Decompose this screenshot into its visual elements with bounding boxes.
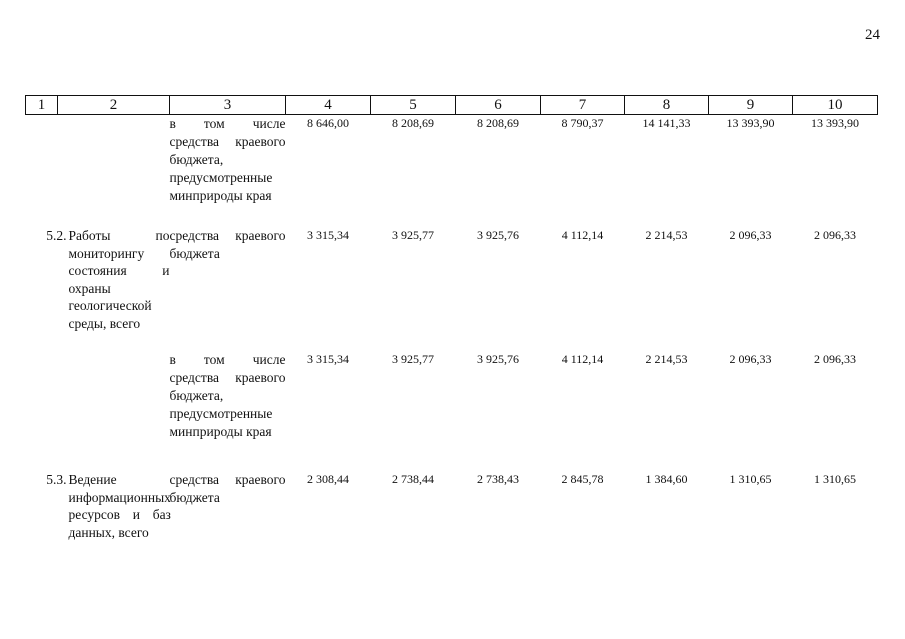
column-header: 10 <box>793 96 878 115</box>
value-cell: 14 141,33 <box>642 116 691 130</box>
value-cell: 3 925,77 <box>392 352 434 366</box>
value-cell: 3 925,76 <box>477 228 519 242</box>
value-cell: 3 925,76 <box>477 352 519 366</box>
item-cell <box>26 471 170 566</box>
value-cell: 1 310,65 <box>814 472 856 486</box>
value-cell: 3 315,34 <box>307 228 349 242</box>
value-cell: 4 112,14 <box>561 352 604 366</box>
value-cell: 2 096,33 <box>729 352 772 366</box>
item-name: Ведение информационных ресурсов и баз данных, всего <box>68 472 171 540</box>
funding-source: в том числе средства краевого бюджета, предусмотренные минприроды края <box>169 116 286 203</box>
column-header: 6 <box>456 96 541 115</box>
column-number-header-row <box>26 96 878 115</box>
item-cell <box>26 115 170 228</box>
budget-table <box>25 95 878 566</box>
item-index: 5.3. <box>46 472 67 487</box>
value-cell: 2 738,43 <box>477 472 519 486</box>
value-cell: 2 214,53 <box>645 352 688 366</box>
value-cell: 2 214,53 <box>645 228 688 242</box>
table-row <box>26 351 878 471</box>
value-cell: 3 925,77 <box>392 228 434 242</box>
value-cell: 8 208,69 <box>392 116 434 130</box>
column-header: 8 <box>625 96 709 115</box>
value-cell: 2 096,33 <box>729 228 772 242</box>
column-header: 5 <box>371 96 456 115</box>
value-cell: 2 845,78 <box>561 472 604 486</box>
value-cell: 1 384,60 <box>645 472 688 486</box>
table-row <box>26 227 878 351</box>
page-number: 24 <box>865 27 880 43</box>
value-cell: 3 315,34 <box>307 352 349 366</box>
column-header: 3 <box>170 96 286 115</box>
table-row <box>26 115 878 228</box>
value-cell: 2 738,44 <box>392 472 434 486</box>
value-cell: 13 393,90 <box>726 116 775 130</box>
funding-source: средства краевого бюджета <box>169 472 286 505</box>
value-cell: 8 790,37 <box>561 116 604 130</box>
column-header: 7 <box>541 96 625 115</box>
table-row <box>26 471 878 566</box>
value-cell: 2 096,33 <box>814 352 856 366</box>
item-cell <box>26 351 170 471</box>
item-name: Работы по мониторингу состояния и охраны геологической среды, всего <box>68 228 170 331</box>
value-cell: 4 112,14 <box>561 228 604 242</box>
value-cell: 1 310,65 <box>729 472 772 486</box>
value-cell: 2 308,44 <box>307 472 349 486</box>
item-index: 5.2. <box>46 228 67 243</box>
column-header: 1 <box>26 96 58 115</box>
value-cell: 2 096,33 <box>814 228 856 242</box>
value-cell: 13 393,90 <box>811 116 859 130</box>
column-header: 9 <box>709 96 793 115</box>
item-cell <box>26 227 170 351</box>
column-header: 2 <box>58 96 170 115</box>
value-cell: 8 208,69 <box>477 116 519 130</box>
value-cell: 8 646,00 <box>307 116 349 130</box>
funding-source: средства краевого бюджета <box>169 228 286 261</box>
funding-source: в том числе средства краевого бюджета, предусмотренные минприроды края <box>169 352 286 439</box>
column-header: 4 <box>286 96 371 115</box>
